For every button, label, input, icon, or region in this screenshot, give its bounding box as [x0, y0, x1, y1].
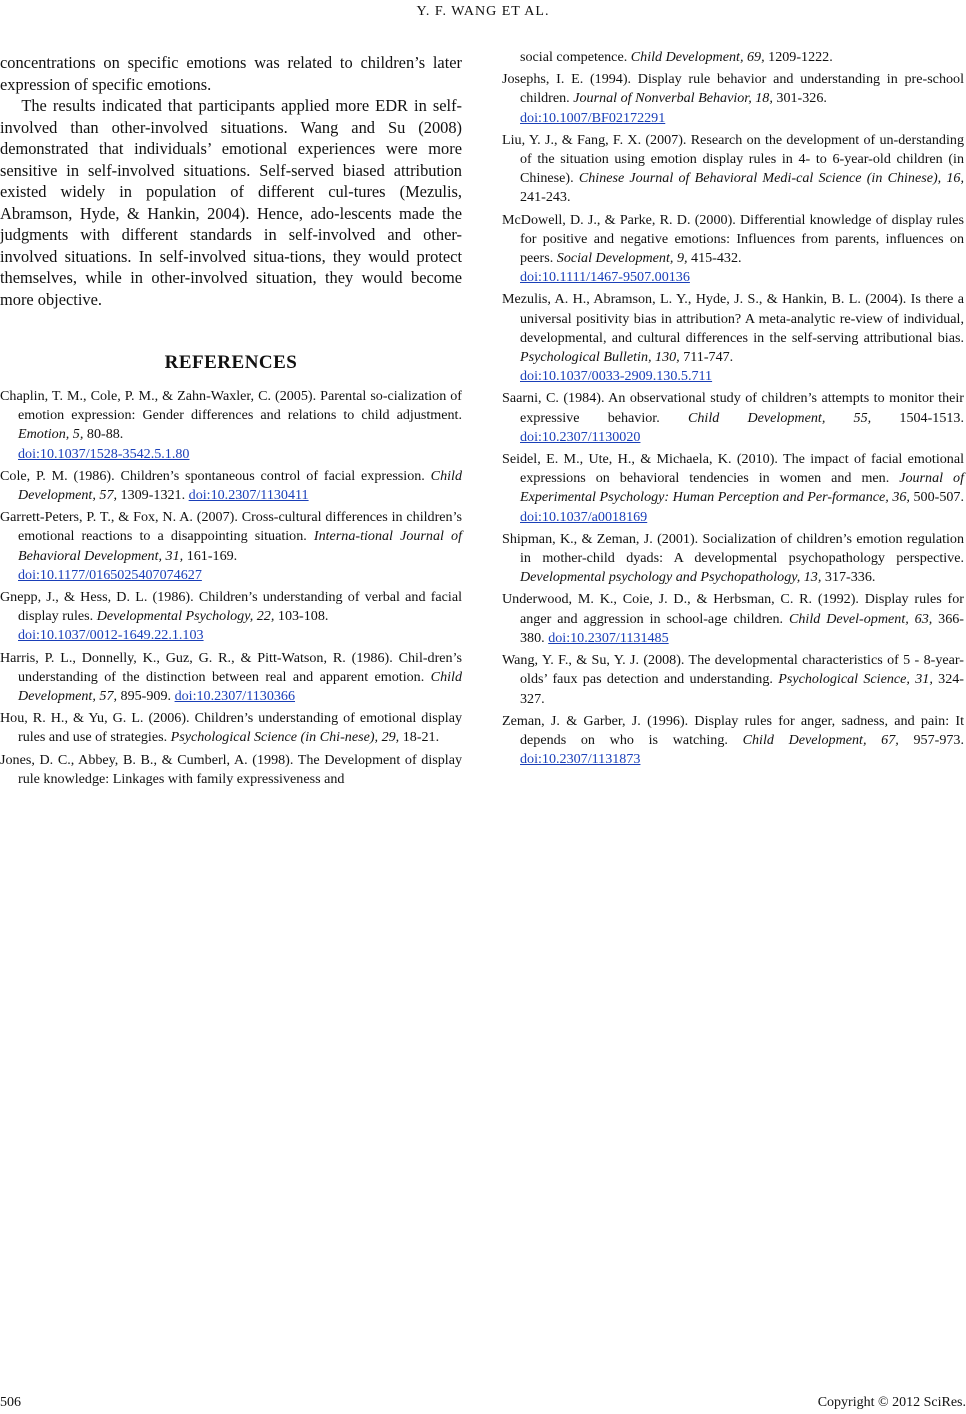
- reference-pages: 1209-1222.: [764, 49, 833, 65]
- reference-entry: [0, 649, 462, 707]
- reference-entry: [0, 709, 462, 747]
- reference-entry: [502, 450, 964, 527]
- reference-text: Underwood, M. K., Coie, J. D., & Herbsman, C. R. (1992). Display rules for anger and aggression in school-age children.: [502, 591, 964, 627]
- doi-link[interactable]: doi:10.2307/1131873: [520, 751, 641, 768]
- reference-entry: [502, 389, 964, 447]
- reference-pages: 301-326.: [772, 90, 827, 107]
- reference-pages: 1309-1321.: [117, 487, 189, 504]
- reference-text: Garrett-Peters, P. T., & Fox, N. A. (2007). Cross-cultural differences in children’s emotional reactions to a disappointing situation.: [0, 509, 462, 545]
- body-text: [0, 52, 462, 310]
- doi-link[interactable]: doi:10.1037/a0018169: [520, 508, 648, 525]
- reference-entry: [0, 508, 462, 585]
- reference-pages: 1504-1513.: [871, 409, 964, 426]
- reference-text: Mezulis, A. H., Abramson, L. Y., Hyde, J. S., & Hankin, B. L. (2004). Is there a universal positivity bias in attribution? A meta-analytic re-view of individual, developmental, and cultural differences in the self-serving attributional bias.: [502, 291, 964, 346]
- reference-pages: 415-432.: [687, 250, 742, 267]
- body-paragraph: concentrations on specific emotions was related to children’s later expression of specific emotions.: [0, 53, 462, 94]
- reference-journal: Psychological Science (in Chi-nese), 29,: [170, 729, 400, 746]
- reference-journal: Journal of Nonverbal Behavior, 18,: [573, 90, 773, 107]
- reference-journal: Psychological Bulletin, 130,: [520, 349, 680, 366]
- reference-text: Liu, Y. J., & Fang, F. X. (2007). Research on the development of un-derstanding of the situation using emotion display rules in 4- to 6-year-old children (in Chinese).: [502, 131, 964, 187]
- reference-entry: [0, 751, 462, 789]
- reference-entry: [502, 211, 964, 288]
- reference-entry: [502, 712, 964, 770]
- reference-journal: Child Development, 67,: [742, 731, 899, 748]
- reference-pages: 241-243.: [520, 189, 571, 206]
- running-title: Y. F. WANG ET AL.: [416, 4, 550, 19]
- references-list-right: [502, 48, 964, 769]
- page-number: 506: [0, 1395, 21, 1410]
- reference-journal: Social Development, 9,: [556, 250, 688, 267]
- reference-pages: 18-21.: [399, 729, 440, 746]
- doi-link[interactable]: doi:10.1037/0033-2909.130.5.711: [520, 368, 713, 385]
- reference-journal: Interna-tional Journal of Behavioral Development, 31,: [18, 528, 462, 564]
- reference-journal: Psychological Science, 31,: [778, 671, 933, 688]
- reference-text: Gnepp, J., & Hess, D. L. (1986). Children’s understanding of verbal and facial display rules.: [0, 589, 462, 625]
- reference-entry: [502, 651, 964, 709]
- reference-text: Shipman, K., & Zeman, J. (2001). Socialization of children’s emotion regulation in mother-child dyads: A developmental psychopathology perspective.: [502, 530, 964, 567]
- reference-pages: 80-88.: [83, 426, 124, 443]
- reference-text: Cole, P. M. (1986). Children’s spontaneous control of facial expression.: [0, 467, 431, 484]
- doi-link[interactable]: doi:10.2307/1130366: [174, 688, 296, 705]
- reference-entry: [502, 590, 964, 648]
- reference-entry: [502, 530, 964, 588]
- left-column: [0, 52, 462, 792]
- reference-entry: [502, 48, 964, 67]
- reference-pages: 161-169.: [183, 547, 238, 564]
- doi-link[interactable]: doi:10.2307/1131485: [548, 629, 669, 646]
- reference-entry: [0, 387, 462, 464]
- doi-link[interactable]: doi:10.1007/BF02172291: [520, 109, 666, 126]
- references-heading: REFERENCES: [164, 352, 298, 373]
- reference-pages: 500-507.: [909, 489, 964, 506]
- doi-link[interactable]: doi:10.2307/1130411: [188, 487, 309, 504]
- reference-journal: Emotion, 5,: [18, 426, 84, 443]
- right-column: [502, 48, 964, 772]
- reference-text: Zeman, J. & Garber, J. (1996). Display rules for anger, sadness, and pain: It depends on who is watching.: [502, 712, 964, 748]
- reference-pages: 366-380.: [520, 610, 965, 646]
- reference-pages: 895-909.: [117, 688, 175, 705]
- reference-text: social competence.: [520, 49, 631, 65]
- reference-entry: [0, 588, 462, 646]
- reference-pages: 103-108.: [274, 608, 329, 625]
- reference-text: Saarni, C. (1984). An observational study of children’s attempts to monitor their expressive behavior.: [502, 390, 964, 426]
- reference-text: McDowell, D. J., & Parke, R. D. (2000). Differential knowledge of display rules for positive and negative emotions: Influences from parents, influences on peers.: [502, 211, 964, 267]
- reference-text: Seidel, E. M., Ute, H., & Michaela, K. (2010). The impact of facial emotional expressions on behavioral tendencies in women and men.: [502, 451, 964, 487]
- doi-link[interactable]: doi:10.1037/0012-1649.22.1.103: [18, 627, 204, 644]
- reference-text: Jones, D. C., Abbey, B. B., & Cumberl, A. (1998). The Development of display rule knowledge: Linkages with family expressiveness and: [0, 751, 462, 787]
- reference-text: Harris, P. L., Donnelly, K., Guz, G. R., & Pitt-Watson, R. (1986). Chil-dren’s understanding of the distinction between real and apparent emotion.: [0, 649, 462, 685]
- reference-entry: [502, 131, 964, 208]
- reference-text: Josephs, I. E. (1994). Display rule behavior and understanding in pre-school children.: [502, 71, 964, 107]
- doi-link[interactable]: doi:10.1037/1528-3542.5.1.80: [18, 445, 190, 462]
- reference-text: Wang, Y. F., & Su, Y. J. (2008). The developmental characteristics of 5 - 8-year-olds’ faux pas detection and understanding.: [502, 652, 964, 688]
- reference-journal: Child Development, 55,: [687, 409, 872, 426]
- copyright-notice: Copyright © 2012 SciRes.: [817, 1395, 966, 1410]
- reference-entry: [502, 70, 964, 128]
- reference-entry: [502, 290, 964, 386]
- body-paragraph: The results indicated that participants applied more EDR in self-involved than other-involved situations. Wang and Su (2008) demonstrated that individuals’ emotional experiences were more sensitive in self-involved situations. Self-served biased attribution existed widely in population of different cul-tures (Mezulis, Abramson, Hyde, & Hankin, 2004). Hence, ado-lescents made the judgments with different standards in self-involved and other-involved situations. In self-involved situa-tions, they would protect themselves, while in other-involved situation, they would become more objective.: [0, 96, 462, 309]
- doi-link[interactable]: doi:10.2307/1130020: [520, 428, 641, 445]
- references-list-left: [0, 387, 462, 789]
- reference-journal: Child Development, 57,: [18, 668, 462, 705]
- reference-journal: Chinese Journal of Behavioral Medi-cal Science (in Chinese), 16,: [578, 170, 964, 187]
- reference-pages: 317-336.: [821, 569, 876, 586]
- reference-journal: Journal of Experimental Psychology: Human Perception and Per-formance, 36,: [520, 470, 964, 506]
- reference-text: Chaplin, T. M., Cole, P. M., & Zahn-Waxler, C. (2005). Parental so-cialization of emotion expression: Gender differences and relations to child adjustment.: [0, 388, 462, 424]
- doi-link[interactable]: doi:10.1177/0165025407074627: [18, 566, 202, 583]
- reference-journal: Child Devel-opment, 63,: [788, 610, 933, 627]
- reference-journal: Developmental psychology and Psychopathology, 13,: [520, 569, 822, 586]
- doi-link[interactable]: doi:10.1111/1467-9507.00136: [520, 269, 690, 286]
- reference-text: Hou, R. H., & Yu, G. L. (2006). Children’s understanding of emotional display rules and use of strategies.: [0, 710, 462, 746]
- reference-journal: Child Development, 57,: [18, 467, 462, 504]
- reference-journal: Developmental Psychology, 22,: [96, 608, 275, 625]
- reference-pages: 957-973.: [898, 731, 964, 748]
- reference-entry: [0, 467, 462, 505]
- reference-pages: 711-747.: [679, 349, 734, 366]
- reference-journal: Child Development, 69,: [630, 49, 765, 65]
- reference-pages: 324-327.: [520, 671, 965, 707]
